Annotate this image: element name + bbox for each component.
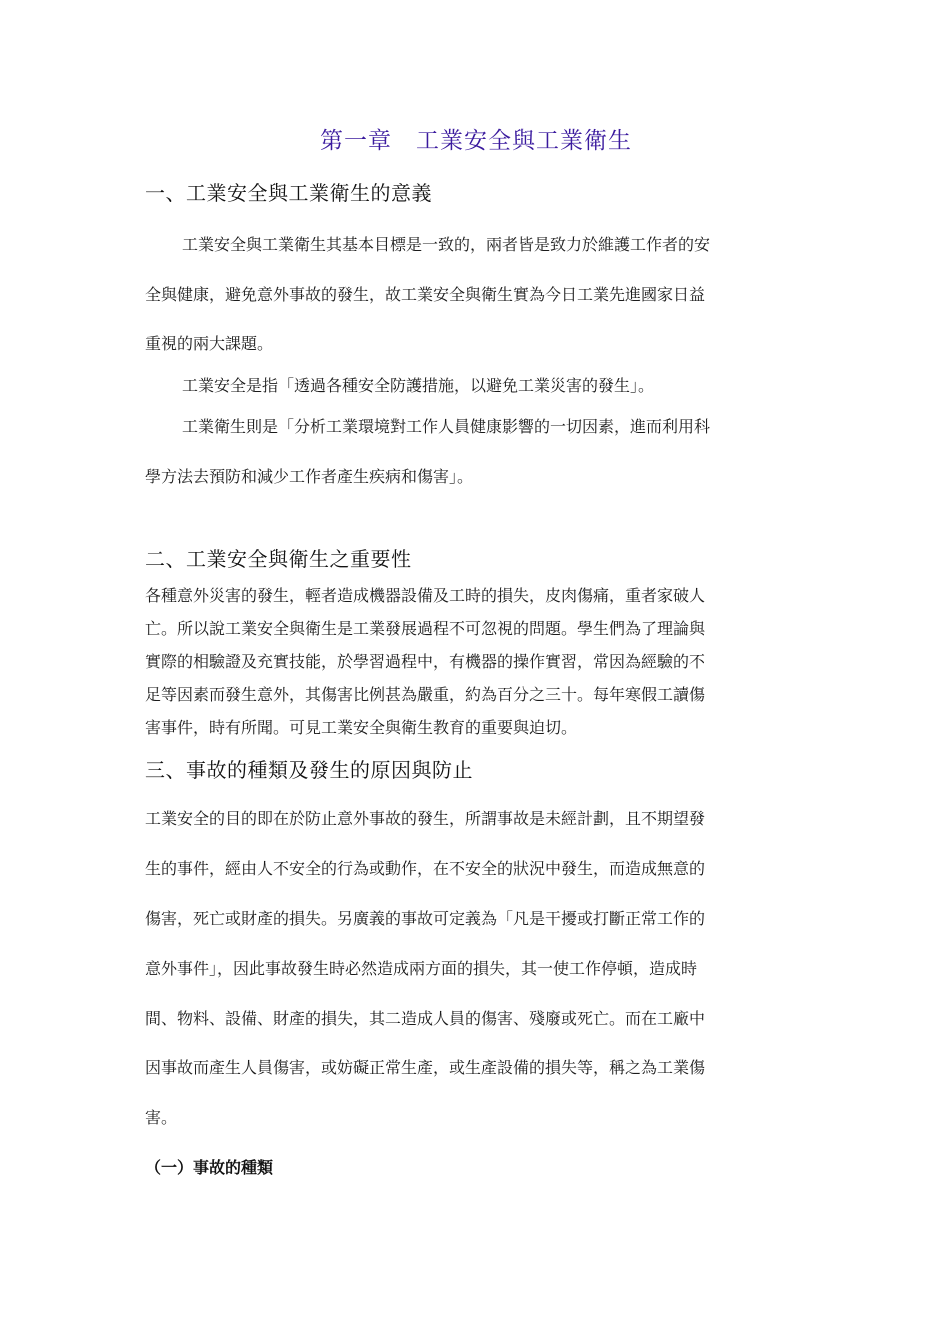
section-2-line-3: 實際的相驗證及充實技能，於學習過程中，有機器的操作實習，常因為經驗的不: [145, 652, 706, 671]
section-1-line-5: 工業衛生則是「分析工業環境對工作人員健康影響的一切因素，進而利用科: [182, 417, 711, 436]
section-1-line-3: 重視的兩大課題。: [145, 334, 274, 353]
subheading-accident-types: （一）事故的種類: [145, 1158, 274, 1177]
section-2-line-4: 足等因素而發生意外，其傷害比例甚為嚴重，約為百分之三十。每年寒假工讀傷: [145, 685, 706, 704]
section-3-line-2: 生的事件，經由人不安全的行為或動作，在不安全的狀況中發生，而造成無意的: [145, 859, 706, 878]
section-3-line-5: 間、物料、設備、財產的損失，其二造成人員的傷害、殘廢或死亡。而在工廠中: [145, 1009, 706, 1028]
section-1-line-2: 全與健康，避免意外事故的發生，故工業安全與衛生實為今日工業先進國家日益: [145, 285, 706, 304]
section-heading-3: 三、事故的種類及發生的原因與防止: [145, 758, 473, 782]
section-2-line-5: 害事件，時有所聞。可見工業安全與衛生教育的重要與迫切。: [145, 718, 578, 737]
section-3-line-7: 害。: [145, 1108, 178, 1127]
section-1-line-4: 工業安全是指「透過各種安全防護措施，以避免工業災害的發生」。: [182, 376, 655, 395]
section-3-line-3: 傷害，死亡或財產的損失。另廣義的事故可定義為「凡是干擾或打斷正常工作的: [145, 909, 706, 928]
section-heading-1: 一、工業安全與工業衛生的意義: [145, 181, 432, 205]
section-heading-2: 二、工業安全與衛生之重要性: [145, 547, 412, 571]
section-3-line-6: 因事故而產生人員傷害，或妨礙正常生產，或生產設備的損失等，稱之為工業傷: [145, 1058, 706, 1077]
section-1-line-1: 工業安全與工業衛生其基本目標是一致的，兩者皆是致力於維護工作者的安: [182, 235, 711, 254]
section-1-line-6: 學方法去預防和減少工作者產生疾病和傷害」。: [145, 467, 474, 486]
section-2-line-2: 亡。所以說工業安全與衛生是工業發展過程不可忽視的問題。學生們為了理論與: [145, 619, 706, 638]
chapter-title: 第一章 工業安全與工業衛生: [320, 128, 632, 154]
section-3-line-4: 意外事件」，因此事故發生時必然造成兩方面的損失，其一使工作停頓，造成時: [145, 959, 698, 978]
section-2-line-1: 各種意外災害的發生，輕者造成機器設備及工時的損失，皮肉傷痛，重者家破人: [145, 586, 706, 605]
section-3-line-1: 工業安全的目的即在於防止意外事故的發生，所謂事故是未經計劃，且不期望發: [145, 809, 706, 828]
